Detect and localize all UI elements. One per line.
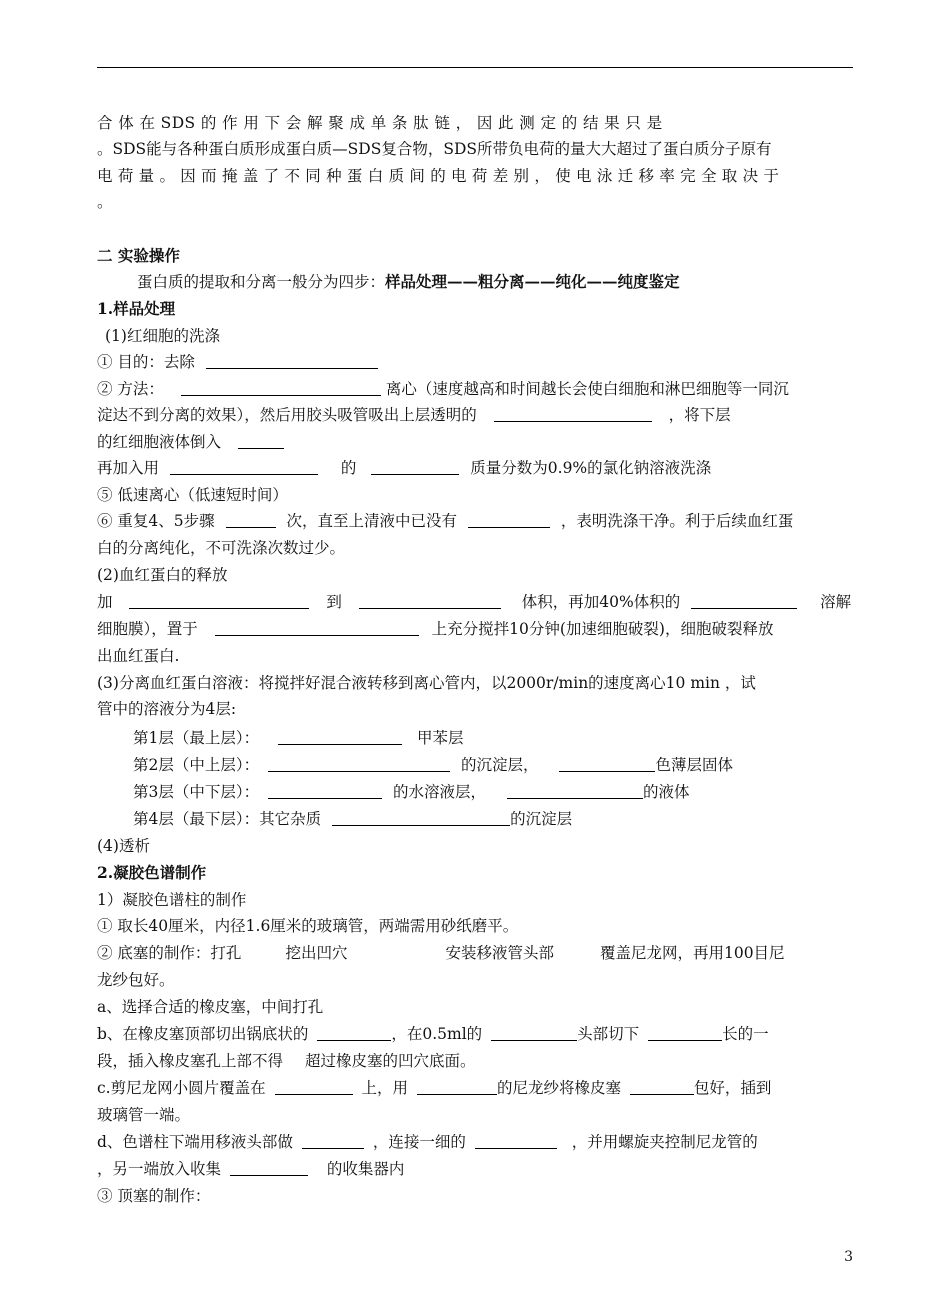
blank-field[interactable] [230,1160,308,1176]
blank-field[interactable] [268,783,382,799]
blank-field[interactable] [359,593,501,609]
section-title: 二 实验操作 [97,246,180,265]
blank-field[interactable] [268,756,450,772]
blank-field[interactable] [238,433,284,449]
release-text-6: 上充分搅拌10分钟(加速细胞破裂)，细胞破裂释放 [431,620,774,638]
intro-line-1: 合 体 在 SDS 的 作 用 下 会 解 聚 成 单 条 肽 链 ， 因 此 测 定 的 结 果 只 是 [97,114,663,132]
blank-field[interactable] [494,406,652,422]
step-d-text-5: 的收集器内 [326,1160,405,1178]
method-text-8: 质量分数为0.9%的氯化钠溶液洗涤 [470,459,712,477]
method-text-6: 再加入用 [97,459,160,477]
step-c-text-4: 包好，插到 [693,1079,772,1097]
release-line-3: 出血红蛋白. [97,647,180,665]
blank-field[interactable] [417,1079,497,1095]
step-b-text-5: 段，插入橡皮塞孔 [97,1052,222,1070]
method-text: ② 方法： [97,380,164,398]
layer-2-label: 第2层（中上层）： [133,756,260,774]
step-d-text-4: ，另一端放入收集 [97,1160,222,1178]
blank-field[interactable] [648,1025,722,1041]
separation-line-1: (3)分离血红蛋白溶液：将搅拌好混合液转移到离心管内，以2000r/min的速度离心10 min ，试 [97,674,756,692]
bottom-plug-text-4: 覆盖尼龙网，再用100目尼 [599,944,785,962]
step-b-line-1 [97,1024,857,1044]
blank-field[interactable] [275,1079,353,1095]
purpose-line [97,352,857,372]
bottom-plug-text: ② 底塞的制作：打孔 [97,944,242,962]
layer-3-text-2: 的液体 [642,783,690,801]
blank-field[interactable] [491,1025,577,1041]
subheading-hemoglobin-release: (2)血红蛋白的释放 [97,566,228,584]
blank-field[interactable] [332,810,510,826]
blank-field[interactable] [468,512,550,528]
layer-1-label: 第1层（最上层）： [133,729,260,747]
layer-2 [97,755,893,775]
release-text: 加 [97,593,113,611]
step-c-text: c.剪尼龙网小圆片覆盖在 [97,1079,266,1097]
heading-sample-processing: 1.样品处理 [97,299,176,318]
method-text-7: 的 [340,459,357,477]
blank-field[interactable] [170,459,318,475]
blank-field[interactable] [507,783,643,799]
step-6-line-2: 白的分离纯化，不可洗涤次数过少。 [97,539,346,557]
blank-field[interactable] [206,353,378,369]
step-b-text-7: 超过橡皮塞的凹穴底面。 [305,1052,476,1070]
blank-field[interactable] [278,729,402,745]
layer-2-text-2: 色薄层固体 [655,756,733,774]
column-step-2-line-2: 龙纱包好。 [97,971,175,989]
layer-3-text: 的水溶液层， [393,783,487,801]
blank-field[interactable] [371,459,459,475]
method-text-3: 淀达不到分离的效果），然后用胶头吸管吸出上层透明的 [97,406,477,424]
layer-1 [97,728,893,748]
method-text-5: 的红细胞液体倒入 [97,433,222,451]
step-b-text-3: 头部切下 [577,1025,640,1043]
page-number: 3 [844,1249,853,1265]
layer-4 [97,809,893,829]
release-text-2: 到 [326,593,342,611]
method-line-2 [97,405,857,425]
layer-3-label: 第3层（中下层）： [133,783,260,801]
blank-field[interactable] [129,593,309,609]
summary-steps: 样品处理——粗分离——纯化——纯度鉴定 [385,272,680,291]
release-text-4: 溶解 [820,593,852,611]
blank-field[interactable] [181,380,381,396]
intro-line-2: 。SDS能与各种蛋白质形成蛋白质—SDS复合物，SDS所带负电荷的量大大超过了蛋白质分子原有 [97,140,772,158]
release-line-1 [97,592,857,612]
layer-1-text: 甲苯层 [417,729,464,747]
method-line-1 [97,379,857,399]
blank-field[interactable] [317,1025,391,1041]
blank-field[interactable] [302,1133,364,1149]
step-c-text-3: 的尼龙纱将橡皮塞 [496,1079,621,1097]
step-b-text-4: 长的一 [722,1025,769,1043]
subheading-dialysis: (4)透析 [97,837,150,855]
step-d-line-2 [97,1159,857,1179]
method-text-4: ，将下层 [668,406,731,424]
bottom-plug-text-2: 挖出凹穴 [285,944,348,962]
header-rule [97,67,853,68]
step-c-text-2: 上，用 [361,1079,408,1097]
blank-field[interactable] [630,1079,694,1095]
step-d-text: d、色谱柱下端用移液头部做 [97,1133,293,1151]
step-d-text-2: ，连接一细的 [372,1133,466,1151]
layer-3 [97,782,893,802]
step-b-text: b、在橡皮塞顶部切出锅底状的 [97,1025,309,1043]
step-d-text-3: ，并用螺旋夹控制尼龙管的 [571,1133,758,1151]
step-a: a、选择合适的橡皮塞，中间打孔 [97,998,324,1016]
blank-field[interactable] [215,620,419,636]
method-line-3 [97,432,857,452]
intro-line-3: 电 荷 量 。 因 而 掩 盖 了 不 同 种 蛋 白 质 间 的 电 荷 差 别 ， 使 电 泳 迁 移 率 完 全 取 决 于 [97,167,780,185]
blank-field[interactable] [226,512,276,528]
release-line-2 [97,619,857,639]
subheading-rbc-washing: (1)红细胞的洗涤 [105,327,220,345]
bottom-plug-text-3: 安装移液管头部 [445,944,554,962]
step-c-line-2: 玻璃管一端。 [97,1106,191,1124]
release-text-3: 体积，再加40%体积的 [521,593,681,611]
summary-text: 蛋白质的提取和分离一般分为四步： [137,273,386,291]
step-6-text-2: 次，直至上清液中已没有 [286,512,458,530]
intro-line-4: 。 [97,193,113,211]
subheading-column-making: 1）凝胶色谱柱的制作 [97,891,247,909]
step-d-line-1 [97,1132,857,1152]
heading-gel-chromatography: 2.凝胶色谱制作 [97,863,207,882]
separation-line-2: 管中的溶液分为4层: [97,700,237,718]
blank-field[interactable] [475,1133,557,1149]
top-plug-heading: ③ 顶塞的制作： [97,1187,211,1205]
column-step-2-line-1 [97,943,857,963]
method-line-4 [97,458,857,478]
step-c-line-1 [97,1078,857,1098]
layer-4-text: 的沉淀层 [510,810,573,828]
step-5: ⑤ 低速离心（低速短时间） [97,486,288,504]
step-b-text-6: 上部不得 [221,1052,284,1070]
section-summary [97,272,897,292]
column-step-1: ① 取长40厘米，内径1.6厘米的玻璃管，两端需用砂纸磨平。 [97,917,519,935]
step-b-line-2 [97,1051,857,1071]
layer-2-text: 的沉淀层， [461,756,539,774]
blank-field[interactable] [559,756,655,772]
step-6-line-1 [97,511,857,531]
purpose-text: ① 目的：去除 [97,353,195,371]
method-text-2: 离心（速度越高和时间越长会使白细胞和淋巴细胞等一同沉 [385,380,789,398]
blank-field[interactable] [691,593,797,609]
release-text-5: 细胞膜），置于 [97,620,198,638]
layer-4-label: 第4层（最下层）：其它杂质 [133,810,322,828]
step-b-text-2: ，在0.5ml的 [391,1025,483,1043]
step-6-text: ⑥ 重复4、5步骤 [97,512,215,530]
step-6-text-3: ，表明洗涤干净。利于后续血红蛋 [560,512,794,530]
